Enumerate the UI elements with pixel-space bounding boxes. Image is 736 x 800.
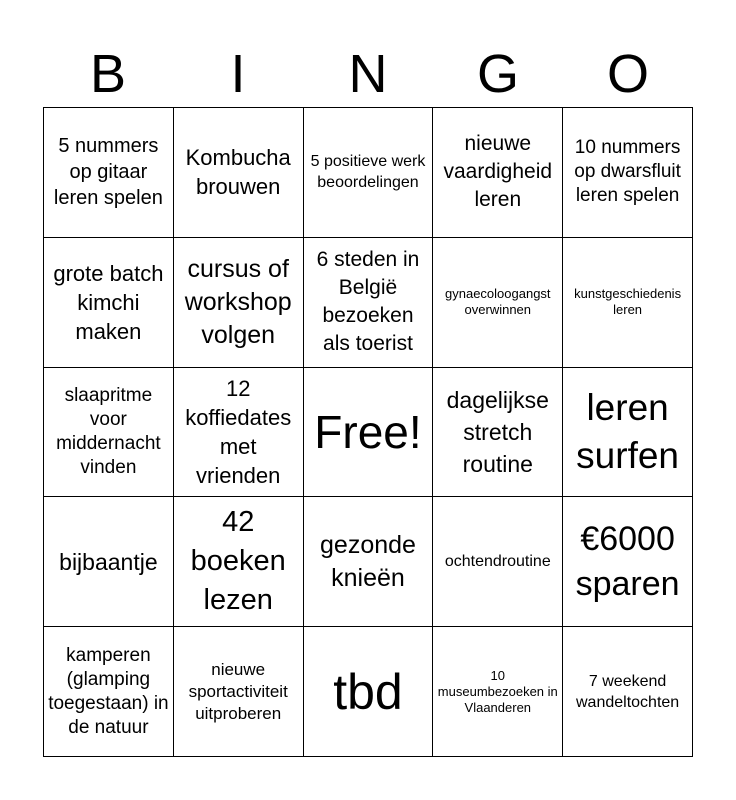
bingo-cell-r4c1[interactable] bbox=[44, 497, 174, 627]
cell-text: kamperen (glamping toegestaan) in de natuur bbox=[48, 644, 169, 738]
cell-text: 10 museumbezoeken in Vlaanderen bbox=[437, 667, 558, 715]
header-letter-n: N bbox=[348, 44, 388, 104]
bingo-cell-r1c3[interactable] bbox=[304, 108, 434, 238]
header-letter-i: I bbox=[230, 44, 246, 104]
bingo-grid bbox=[43, 107, 693, 757]
cell-text: leren surfen bbox=[576, 386, 680, 476]
bingo-cell-r4c2[interactable] bbox=[174, 497, 304, 627]
header-letter-o: O bbox=[606, 44, 649, 104]
bingo-cell-r1c2[interactable] bbox=[174, 108, 304, 238]
cell-text: nieuwe vaardigheid leren bbox=[443, 132, 553, 212]
bingo-cell-r5c1[interactable] bbox=[44, 627, 174, 757]
bingo-cell-r2c1[interactable] bbox=[44, 238, 174, 368]
bingo-cell-r1c1[interactable] bbox=[44, 108, 174, 238]
bingo-cell-r3c2[interactable] bbox=[174, 368, 304, 498]
bingo-cell-r5c4[interactable] bbox=[433, 627, 563, 757]
cell-text: 5 nummers op gitaar leren spelen bbox=[53, 135, 163, 210]
bingo-cell-r5c3[interactable] bbox=[304, 627, 434, 757]
bingo-cell-r5c5[interactable] bbox=[563, 627, 693, 757]
bingo-cell-r2c2[interactable] bbox=[174, 238, 304, 368]
cell-text: gezonde knieën bbox=[320, 530, 416, 592]
bingo-cell-r2c3[interactable] bbox=[304, 238, 434, 368]
cell-text: bijbaantje bbox=[59, 548, 158, 575]
cell-text: 12 koffiedates met vrienden bbox=[185, 375, 292, 488]
cell-text: kunstgeschiedenis leren bbox=[574, 286, 682, 318]
bingo-cell-r5c2[interactable] bbox=[174, 627, 304, 757]
cell-text: nieuwe sportactiviteit uitproberen bbox=[188, 659, 288, 723]
bingo-header bbox=[43, 40, 693, 108]
bingo-cell-r1c4[interactable] bbox=[433, 108, 563, 238]
cell-text: cursus of workshop volgen bbox=[184, 254, 292, 349]
bingo-cell-r4c5[interactable] bbox=[563, 497, 693, 627]
bingo-cell-r4c3[interactable] bbox=[304, 497, 434, 627]
cell-text: 42 boeken lezen bbox=[190, 506, 286, 617]
header-letter-g: G bbox=[476, 44, 519, 104]
cell-text: 7 weekend wandeltochten bbox=[576, 672, 680, 711]
cell-text: slaapritme voor middernacht vinden bbox=[56, 384, 161, 478]
bingo-cell-r2c5[interactable] bbox=[563, 238, 693, 368]
cell-text: Kombucha brouwen bbox=[185, 145, 291, 200]
bingo-cell-r3c1[interactable] bbox=[44, 368, 174, 498]
cell-text: dagelijkse stretch routine bbox=[446, 386, 549, 477]
cell-text: 5 positieve werk beoordelingen bbox=[310, 153, 426, 192]
cell-text: ochtendroutine bbox=[444, 553, 551, 571]
header-letter-b: B bbox=[89, 44, 127, 104]
bingo-cell-r1c5[interactable] bbox=[563, 108, 693, 238]
cell-text: gynaecoloogangst overwinnen bbox=[445, 286, 551, 318]
free-space-text: Free! bbox=[314, 405, 422, 458]
bingo-cell-r2c4[interactable] bbox=[433, 238, 563, 368]
cell-text: 10 nummers op dwarsfluit leren spelen bbox=[574, 137, 681, 207]
cell-text: tbd bbox=[333, 663, 403, 720]
cell-text: €6000 sparen bbox=[575, 519, 680, 603]
bingo-cell-r3c4[interactable] bbox=[433, 368, 563, 498]
cell-text: grote batch kimchi maken bbox=[53, 260, 164, 344]
bingo-cell-r3c5[interactable] bbox=[563, 368, 693, 498]
cell-text: 6 steden in België bezoeken als toerist bbox=[316, 248, 420, 356]
bingo-cell-free[interactable] bbox=[304, 368, 434, 498]
bingo-cell-r4c4[interactable] bbox=[433, 497, 563, 627]
